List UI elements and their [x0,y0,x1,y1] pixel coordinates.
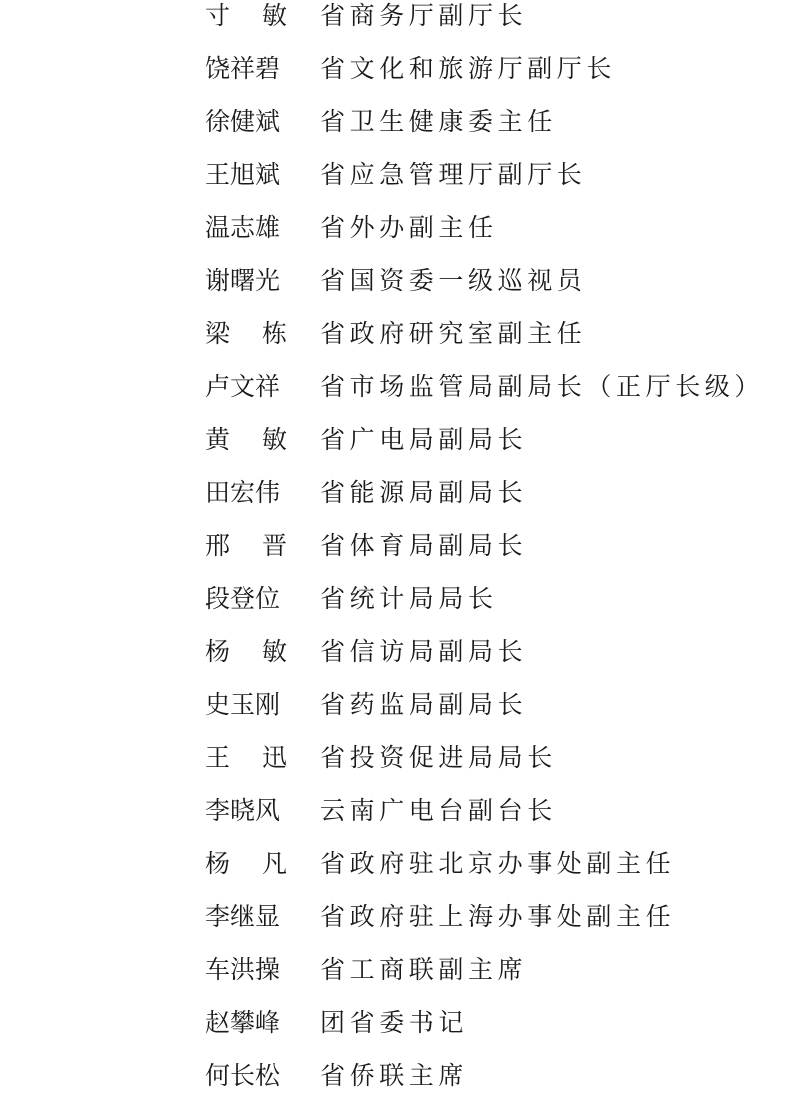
position-title: 团省委书记 [320,1008,469,1037]
person-name: 车洪操 [205,955,281,984]
list-item [0,1003,800,1043]
list-item [0,950,800,990]
position-title: 省投资促进局局长 [320,743,557,772]
person-name: 卢文祥 [205,372,281,401]
position-title: 省市场监管局副局长（正厅长级） [320,372,765,401]
person-name: 梁 栋 [205,319,287,348]
position-title: 省能源局副局长 [320,478,528,507]
list-item [0,897,800,937]
position-title: 省体育局副局长 [320,531,528,560]
position-title: 省应急管理厅副厅长 [320,160,587,189]
list-item [0,49,800,89]
person-name: 黄 敏 [205,425,287,454]
person-name: 王旭斌 [205,160,281,189]
list-item [0,420,800,460]
position-title: 省信访局副局长 [320,637,528,666]
position-title: 省侨联主席 [320,1061,469,1090]
position-title: 省药监局副局长 [320,690,528,719]
list-item [0,579,800,619]
person-name: 何长松 [205,1061,281,1090]
person-name: 饶祥碧 [205,54,281,83]
person-name: 田宏伟 [205,478,281,507]
person-name: 杨 凡 [205,849,287,878]
list-item [0,102,800,142]
person-name: 温志雄 [205,213,281,242]
list-item [0,208,800,248]
position-title: 省文化和旅游厅副厅长 [320,54,617,83]
position-title: 省政府驻上海办事处副主任 [320,902,676,931]
list-item [0,155,800,195]
list-item [0,791,800,831]
person-name: 寸 敏 [205,1,287,30]
person-name: 杨 敏 [205,637,287,666]
position-title: 省统计局局长 [320,584,498,613]
position-title: 省外办副主任 [320,213,498,242]
list-item [0,261,800,301]
position-title: 省政府驻北京办事处副主任 [320,849,676,878]
person-name: 李继显 [205,902,281,931]
position-title: 省商务厅副厅长 [320,1,528,30]
person-name: 李晓风 [205,796,281,825]
list-item [0,632,800,672]
person-name: 徐健斌 [205,107,281,136]
list-item [0,685,800,725]
person-name: 邢 晋 [205,531,287,560]
person-name: 谢曙光 [205,266,281,295]
list-item [0,314,800,354]
position-title: 省广电局副局长 [320,425,528,454]
position-title: 省工商联副主席 [320,955,528,984]
position-title: 云南广电台副台长 [320,796,557,825]
list-item [0,738,800,778]
list-item [0,0,800,36]
person-name: 王 迅 [205,743,287,772]
list-item [0,1056,800,1096]
list-item [0,526,800,566]
position-title: 省政府研究室副主任 [320,319,587,348]
position-title: 省国资委一级巡视员 [320,266,587,295]
list-item [0,367,800,407]
list-item [0,844,800,884]
position-title: 省卫生健康委主任 [320,107,557,136]
person-name: 史玉刚 [205,690,281,719]
list-item [0,473,800,513]
person-name: 段登位 [205,584,281,613]
person-name: 赵攀峰 [205,1008,281,1037]
